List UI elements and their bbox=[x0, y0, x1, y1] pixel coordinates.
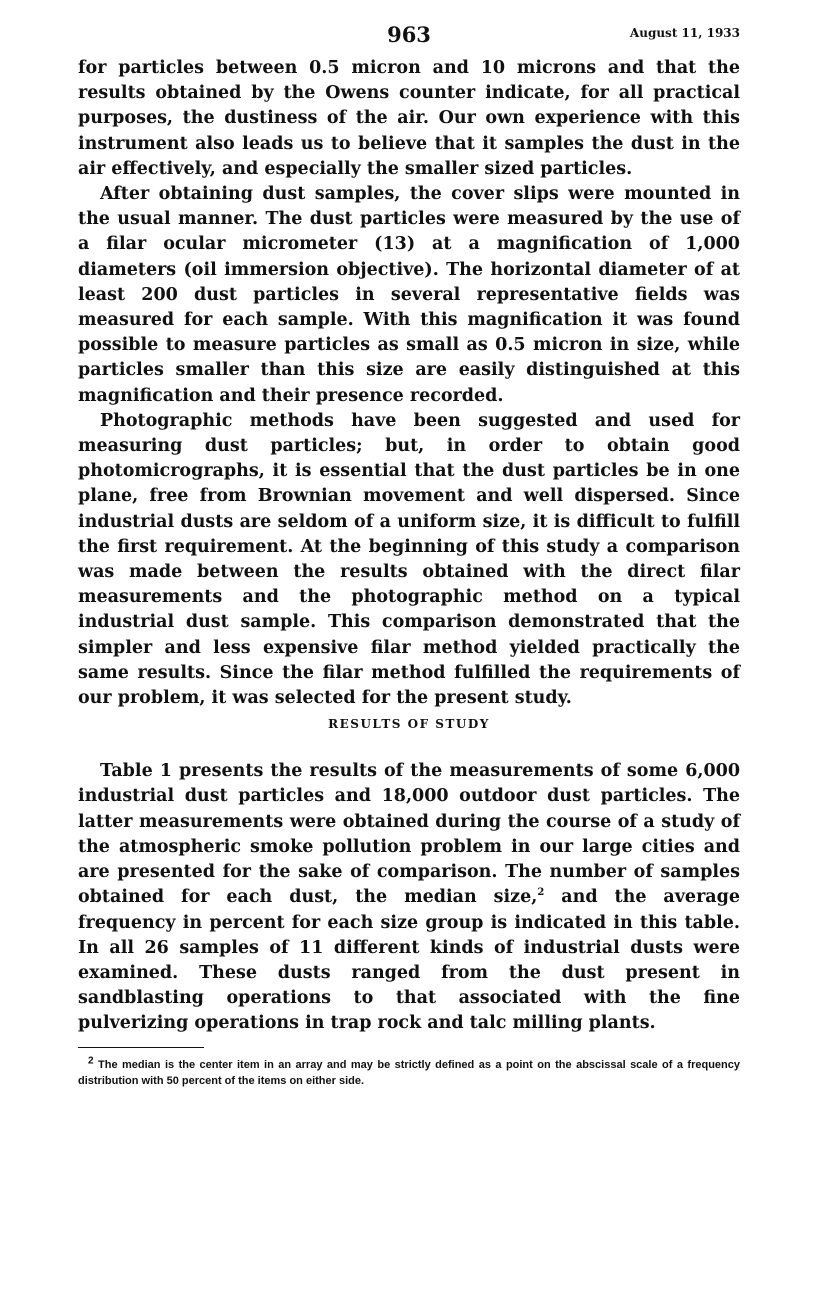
results-text-part-2: and the average frequency in percent for each size group is indicated in this table. In all 26 samples of 11 different kinds of industrial dusts were examined. These dusts ranged from the dust present in sandblasting operations to that associated with the fine pulverizing operations in trap rock and talc milling plants. bbox=[78, 887, 740, 1034]
paragraph-photographic-methods: Photographic methods have been suggested and used for measuring dust particles; but, in order to obtain good photomicrographs, it is essential that the dust particles be in one plane, free from Brownian movement and well dispersed. Since industrial dusts are seldom of a uniform size, it is difficult to fulfill the first requirement. At the beginning of this study a comparison was made between the results obtained with the direct filar measurements and the photographic method on a typical industrial dust sample. This comparison demonstrated that the simpler and less expensive filar method yielded practically the same results. Since the filar method fulfilled the requirements of our problem, it was selected for the present study. bbox=[78, 410, 740, 709]
page-header bbox=[78, 22, 740, 56]
results-text-part-1: Table 1 presents the results of the measurements of some 6,000 industrial dust particles and 18,000 outdoor dust particles. The latter measurements were obtained during the course of a study of the atmospheric smoke pollution problem in our large cities and are presented for the sake of comparison. The number of samples obtained for each dust, the median size, bbox=[78, 761, 740, 908]
article-body bbox=[78, 56, 740, 1037]
page-number: 963 bbox=[387, 22, 431, 47]
paragraph-measurement-method: After obtaining dust samples, the cover slips were mounted in the usual manner. The dust particles were measured by the use of a filar ocular micrometer (13) at a magnification of 1,000 diameters (oil immersion objective). The horizontal diameter of at least 200 dust particles in several representative fields was measured for each sample. With this magnification it was found possible to measure particles as small as 0.5 micron in size, while particles smaller than this size are easily distinguished at this magnification and their presence recorded. bbox=[78, 184, 740, 406]
footnote bbox=[78, 1054, 740, 1089]
paragraph-results bbox=[78, 759, 740, 1036]
section-heading: RESULTS OF STUDY bbox=[328, 717, 490, 732]
footnote-text: The median is the center item in an array and may be strictly defined as a point on the abscissal scale of a frequency distribution with 50 percent of the items on either side. bbox=[78, 1058, 740, 1087]
issue-date: August 11, 1933 bbox=[629, 26, 740, 40]
paragraph-owens-counter: for particles between 0.5 micron and 10 microns and that the results obtained by the Owens counter indicate, for all practical purposes, the dustiness of the air. Our own experience with this instrument also leads us to believe that it samples the dust in the air effectively, and especially the smaller sized particles. bbox=[78, 58, 740, 179]
footnote-marker: 2 bbox=[88, 1054, 94, 1066]
journal-page bbox=[78, 22, 740, 1089]
footnote-reference[interactable]: 2 bbox=[537, 887, 545, 899]
footnote-divider bbox=[78, 1047, 204, 1048]
